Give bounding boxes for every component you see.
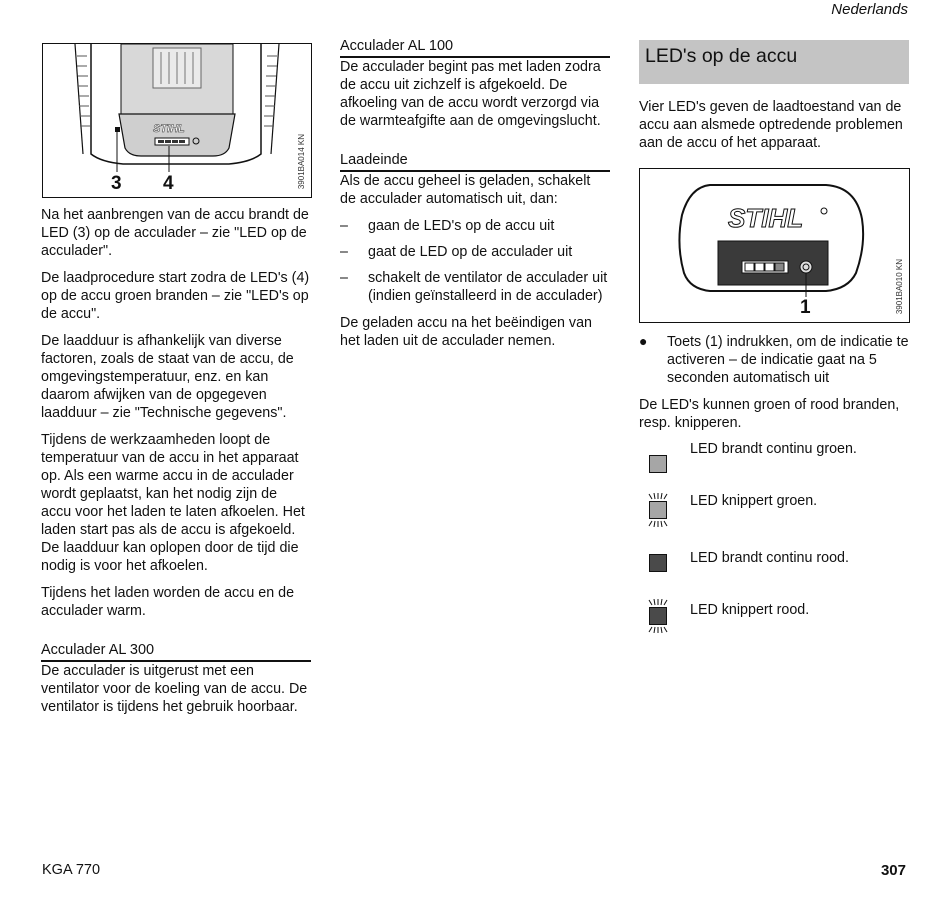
led-legend-item	[639, 493, 911, 550]
paragraph: De acculader begint pas met laden zodra de accu uit zichzelf is afgekoeld. De afkoeling van de accu wordt verzorgd via de warmteafgifte aan de omgevingslucht.	[340, 59, 601, 129]
led-green-steady-icon	[649, 455, 667, 473]
figure-code: 3901BA010 KN	[895, 259, 904, 315]
led-legend-item	[639, 602, 911, 654]
legend-label: LED brandt continu groen.	[690, 441, 857, 457]
column-3-lower	[639, 333, 911, 654]
section-title: LED's op de accu	[639, 40, 909, 84]
paragraph: Na het aanbrengen van de accu brandt de LED (3) op de acculader – zie "LED op de acculader".	[41, 207, 309, 259]
led-red-blink-icon	[645, 599, 671, 633]
list-item: – schakelt de ventilator de acculader uit (indien geïnstalleerd in de acculader)	[340, 269, 610, 305]
paragraph: De laadduur is afhankelijk van diverse factoren, zoals de staat van de accu, de omgevingstemperatuur, enz. en kan daarom afwijken van de opgegeven laadduur – zie "Technische gegevens".	[41, 333, 294, 421]
paragraph: De LED's kunnen groen of rood branden, resp. knipperen.	[639, 397, 900, 431]
charger-illustration	[43, 44, 311, 197]
heading-al100: Acculader AL 100	[340, 38, 610, 58]
charger-figure	[42, 43, 312, 198]
bullet-dot: ●	[639, 333, 648, 349]
paragraph: Vier LED's geven de laadtoestand van de accu aan alsmede optredende problemen aan de accu of het apparaat.	[639, 99, 903, 151]
callout-1: 1	[800, 297, 811, 318]
paragraph: De laadprocedure start zodra de LED's (4) op de accu groen branden – zie "LED's op de accu".	[41, 270, 310, 322]
battery-illustration	[640, 169, 909, 322]
legend-label: LED knippert groen.	[690, 493, 818, 509]
callout-3: 3	[111, 173, 122, 194]
bullet-text: Toets (1) indrukken, om de indicatie te activeren – de indicatie gaat na 5 seconden automatisch uit	[667, 334, 909, 386]
column-1	[41, 206, 311, 725]
column-3	[639, 40, 909, 161]
laadeinde-list	[340, 217, 610, 305]
model-footer: KGA 770	[42, 862, 101, 878]
led-red-steady-icon	[649, 554, 667, 572]
callout-4: 4	[163, 173, 174, 194]
paragraph: Tijdens de werkzaamheden loopt de temperatuur van de accu in het apparaat op. Als een warme accu in de acculader wordt geplaatst, kan het nodig zijn de accu voor het laden te laten afkoelen. Het laden start pas als de accu is afgekoeld. De laadduur kan oplopen door de tijd die nodig is voor het afkoelen.	[41, 432, 305, 574]
list-item: – gaan de LED's op de accu uit	[340, 217, 610, 235]
page-number: 307	[880, 862, 906, 879]
led-legend-item	[639, 441, 911, 493]
battery-figure	[639, 168, 910, 323]
led-legend-item	[639, 550, 911, 602]
language-label: Nederlands	[831, 1, 908, 18]
paragraph: De geladen accu na het beëindigen van het laden uit de acculader nemen.	[340, 315, 592, 349]
paragraph: Als de accu geheel is geladen, schakelt de acculader automatisch uit, dan:	[340, 173, 591, 207]
list-item: – gaat de LED op de acculader uit	[340, 243, 610, 261]
paragraph: Tijdens het laden worden de accu en de acculader warm.	[41, 585, 295, 619]
heading-al300: Acculader AL 300	[41, 642, 311, 662]
svg-text:STIHL: STIHL	[153, 123, 185, 135]
figure-code: 3901BA014 KN	[297, 134, 306, 190]
heading-laadeinde: Laadeinde	[340, 152, 610, 172]
legend-label: LED knippert rood.	[690, 602, 810, 618]
bullet-instruction	[639, 333, 911, 387]
legend-label: LED brandt continu rood.	[690, 550, 849, 566]
column-2	[340, 38, 610, 359]
paragraph: De acculader is uitgerust met een ventilator voor de koeling van de accu. De ventilator is tijdens het gebruik hoorbaar.	[41, 663, 308, 715]
svg-text:STIHL: STIHL	[728, 203, 804, 233]
led-green-blink-icon	[645, 493, 671, 527]
